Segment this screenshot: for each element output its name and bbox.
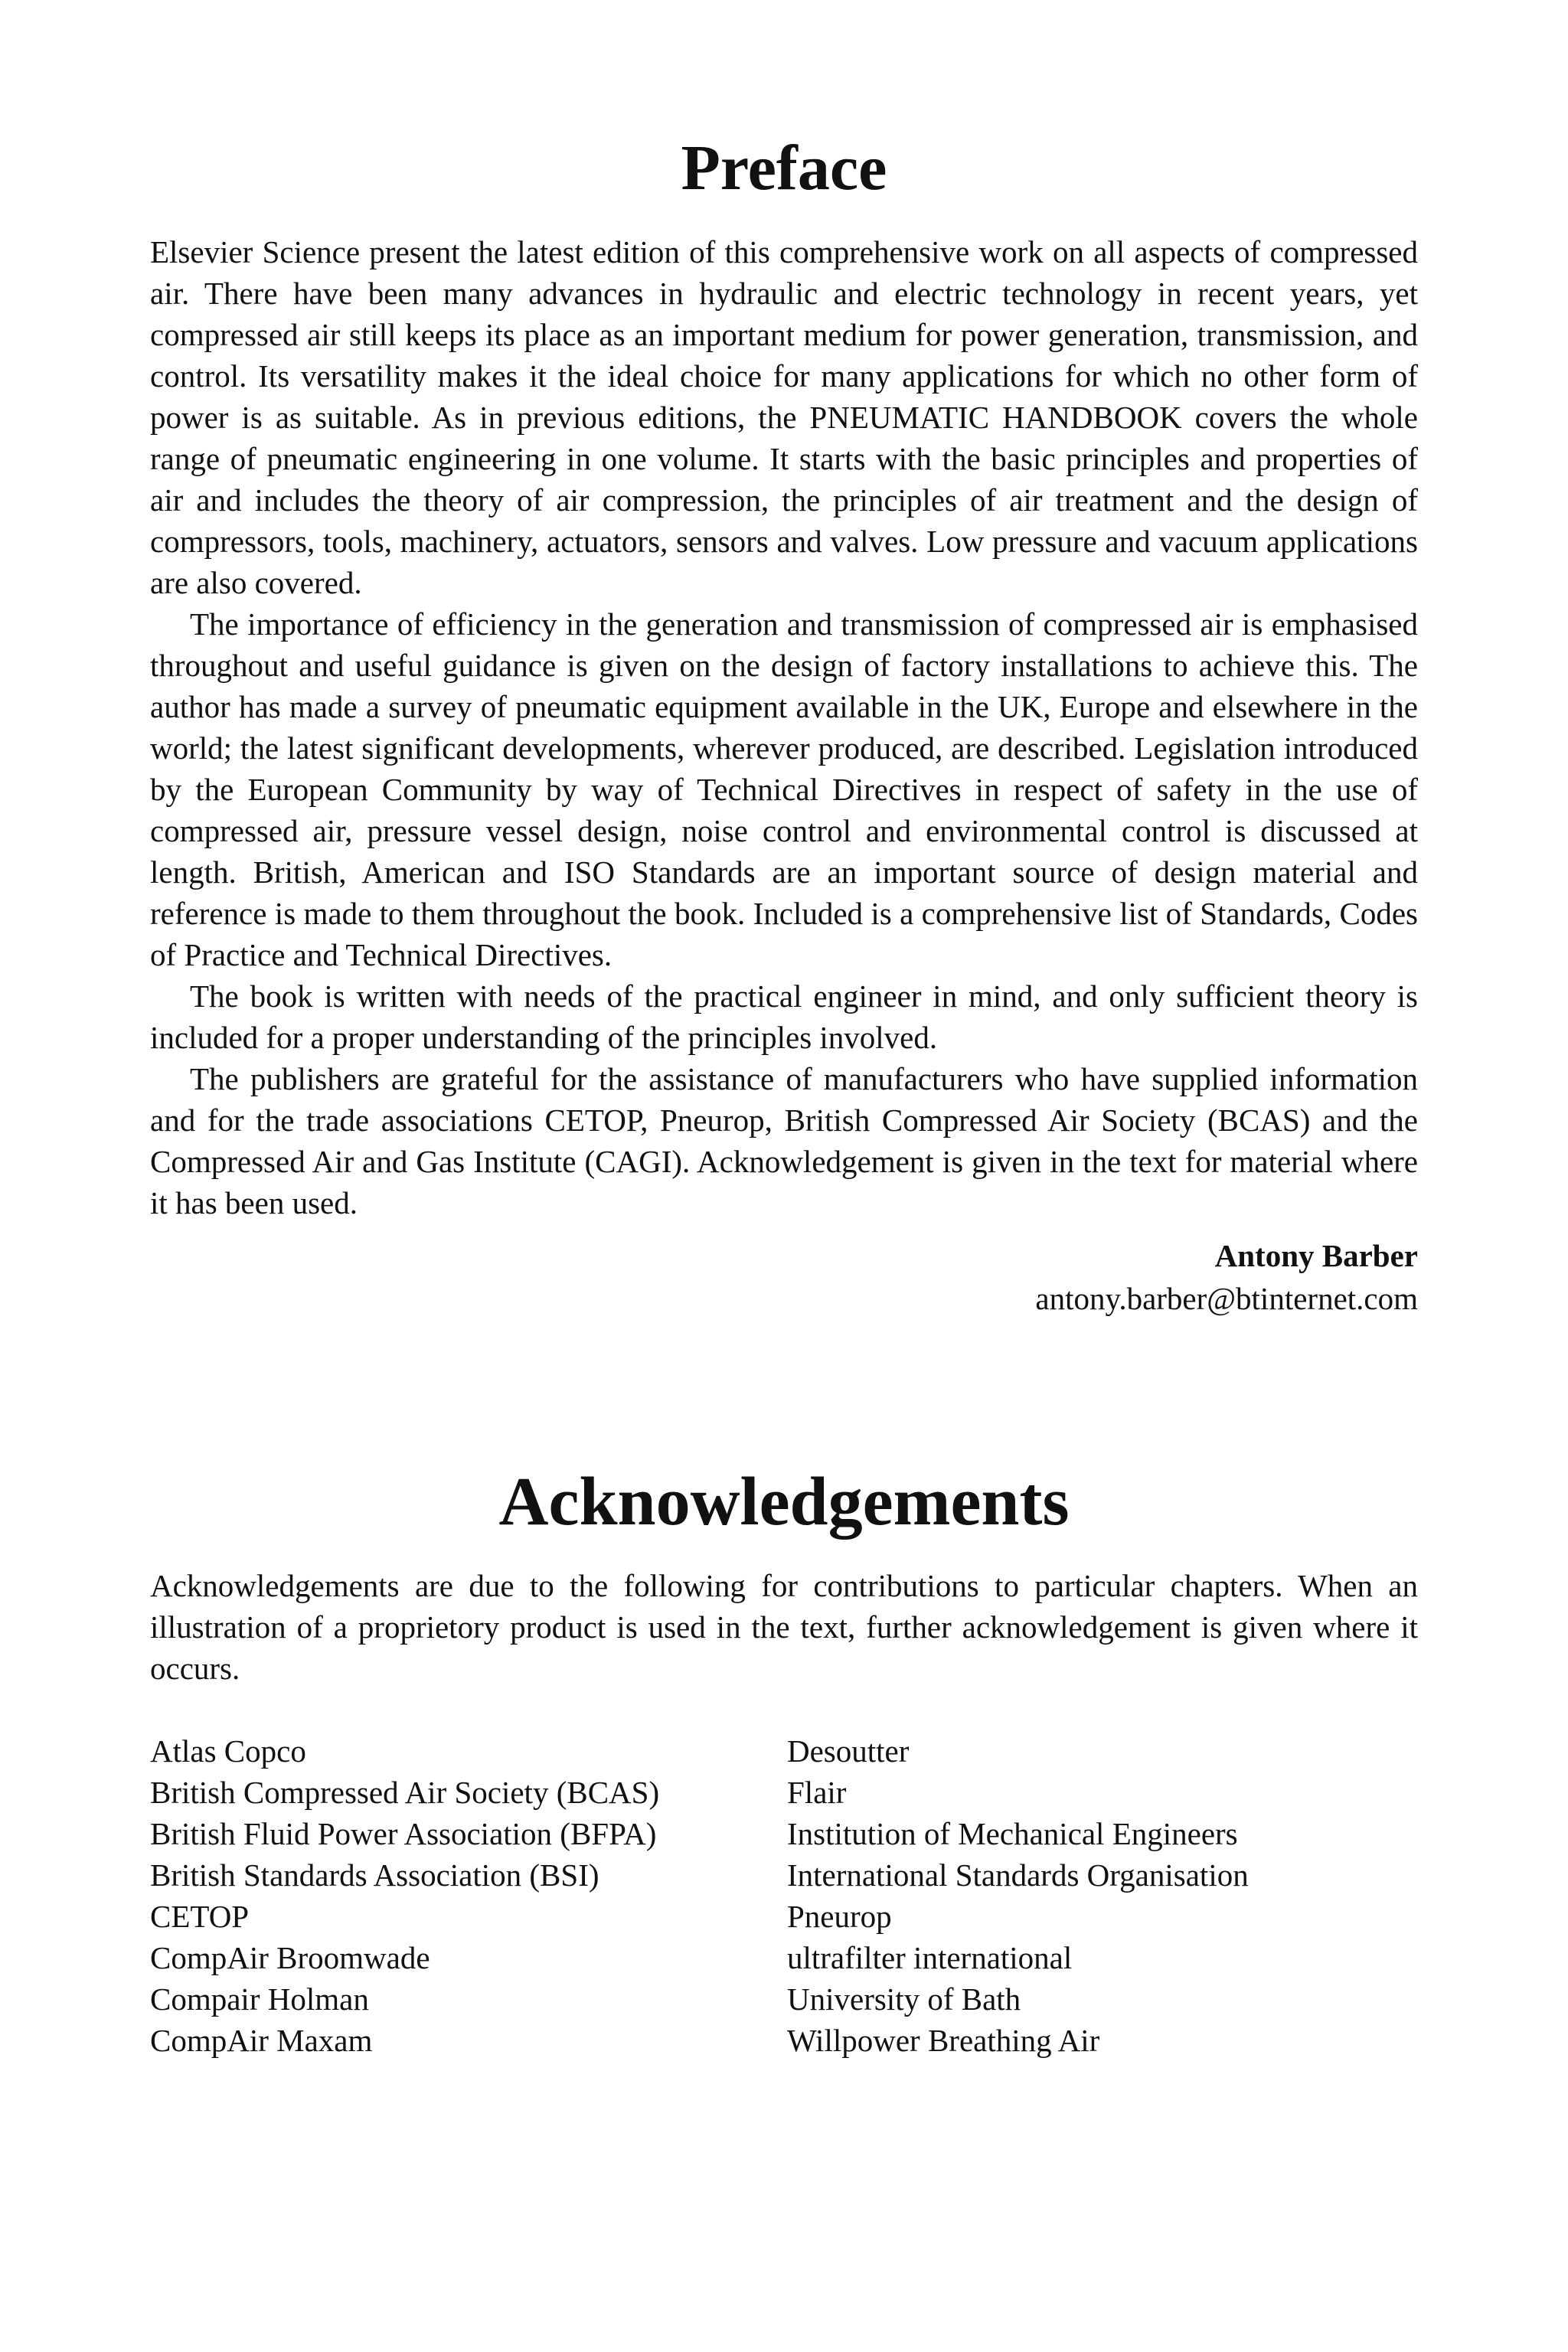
preface-paragraph-3: The book is written with needs of the practical engineer in mind, and only sufficient theory is included for a proper understanding of the principles involved. (150, 978, 1418, 1055)
acknowledgements-section (150, 1455, 1418, 2061)
list-item: International Standards Organisation (787, 1857, 1249, 1893)
list-item: University of Bath (787, 1981, 1021, 2017)
author-email: antony.barber@btinternet.com (1035, 1281, 1418, 1316)
preface-paragraph-2: The importance of efficiency in the generation and transmission of compressed air is emphasised throughout and useful guidance is given on the design of factory installations to achieve this. The author has made a survey of pneumatic equipment available in the UK, Europe and elsewhere in the world; the latest significant developments, wherever produced, are described. Legislation introduced by the European Community by way of Technical Directives in respect of safety in the use of compressed air, pressure vessel design, noise control and environmental control is discussed at length. British, American and ISO Standards are an important source of design material and reference is made to them throughout the book. Included is a comprehensive list of Standards, Codes of Practice and Technical Directives. (150, 606, 1418, 972)
page-content (150, 122, 1418, 2061)
author-signature (150, 1234, 1418, 1320)
acknowledgements-left-column (150, 1730, 787, 2061)
list-item: Desoutter (787, 1733, 910, 1769)
list-item: Compair Holman (150, 1981, 369, 2017)
list-item: British Fluid Power Association (BFPA) (150, 1816, 657, 1851)
list-item: ultrafilter international (787, 1940, 1073, 1975)
preface-paragraph-4: The publishers are grateful for the assistance of manufacturers who have supplied information and for the trade associations CETOP, Pneurop, British Compressed Air Society (BCAS) and the Compressed Air and Gas Institute (CAGI). Acknowledgement is given in the text for material where it has been used. (150, 1061, 1418, 1220)
preface-title: Preface (681, 132, 887, 204)
list-item: Institution of Mechanical Engineers (787, 1816, 1238, 1851)
list-item: Atlas Copco (150, 1733, 306, 1769)
preface-section (150, 122, 1418, 1320)
acknowledgements-title: Acknowledgements (498, 1464, 1070, 1540)
list-item: CompAir Maxam (150, 2023, 373, 2058)
acknowledgements-intro: Acknowledgements are due to the following for contributions to particular chapters. When an illustration of a proprietory product is used in the text, further acknowledgement is given where it occurs. (150, 1568, 1418, 1686)
list-item: CETOP (150, 1899, 250, 1934)
list-item: CompAir Broomwade (150, 1940, 430, 1975)
acknowledgements-list (150, 1730, 1418, 2061)
acknowledgements-right-column (787, 1730, 1418, 2061)
list-item: British Standards Association (BSI) (150, 1857, 599, 1893)
list-item: British Compressed Air Society (BCAS) (150, 1775, 660, 1810)
list-item: Pneurop (787, 1899, 892, 1934)
list-item: Flair (787, 1775, 847, 1810)
preface-paragraph-1: Elsevier Science present the latest edition of this comprehensive work on all aspects of compressed air. There have been many advances in hydraulic and electric technology in recent years, yet compressed air still keeps its place as an important medium for power generation, transmission, and control. Its versatility makes it the ideal choice for many applications for which no other form of power is as suitable. As in previous editions, the PNEUMATIC HANDBOOK covers the whole range of pneumatic engineering in one volume. It starts with the basic principles and properties of air and includes the theory of air compression, the principles of air treatment and the design of compressors, tools, machinery, actuators, sensors and valves. Low pressure and vacuum applications are also covered. (150, 234, 1418, 600)
author-name: Antony Barber (1214, 1238, 1418, 1273)
list-item: Willpower Breathing Air (787, 2023, 1100, 2058)
